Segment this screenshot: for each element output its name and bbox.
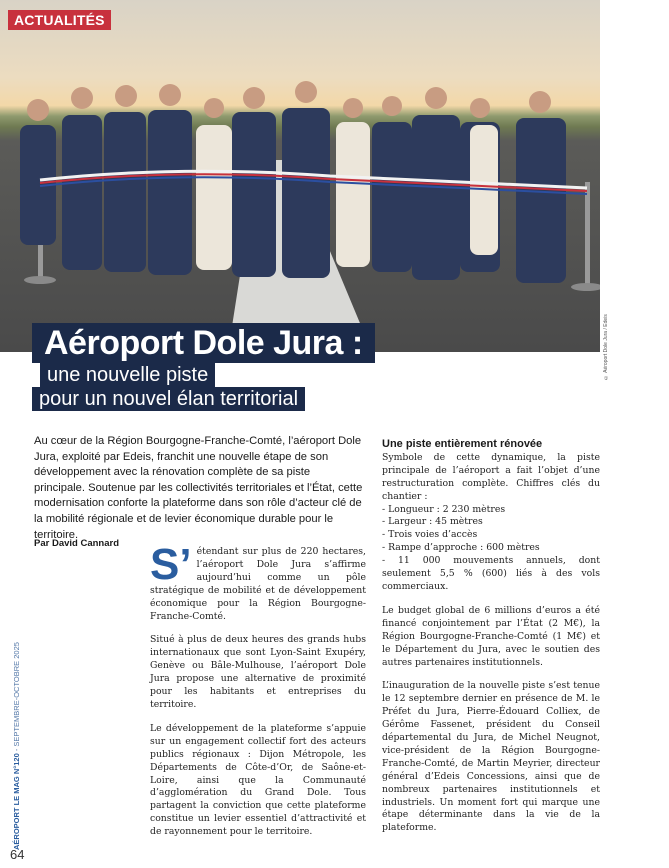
body-column-left xyxy=(150,540,366,850)
paragraph-5: Le budget global de 6 millions d’euros a été financé conjointement par l’État (2 M€), la Région Bourgogne-Franche-Comté (1 M€) et le Département du Jura, avec le soutien des autres partenaires institutionnels. xyxy=(382,604,600,668)
paragraph-1 xyxy=(150,540,366,623)
title-main: Aéroport Dole Jura : xyxy=(32,323,375,363)
issue-date: - SEPTEMBRE-OCTOBRE 2025 xyxy=(12,642,21,754)
body-column-right xyxy=(382,438,600,846)
title-subtitle-line-2: pour un nouvel élan territorial xyxy=(32,387,305,411)
paragraph-6: L’inauguration de la nouvelle piste s’est tenue le 12 septembre dernier en présence de M. le Préfet du Jura, Pierre-Édouard Colliex, de Gérôme Fassenet, président du Conseil départemental du Jura, de Michel Neugnot, vice-président de la Région Bourgogne-Franche-Comté, de Martin Meyrier, directeur général d’Edeis Concessions, ainsi que de nombreux partenaires institutionnels et industriels. Un moment fort qui marque une étape déterminante dans la vie de la plateforme. xyxy=(382,680,600,834)
rope-post-base-right xyxy=(571,283,600,291)
photo-credit: © Aéroport Dole Jura / Edeis xyxy=(603,314,609,380)
paragraph-1-text: étendant sur plus de 220 hectares, l’aéroport Dole Jura s’affirme aujourd’hui comme un pôle stratégique de mobilité et de développement économique pour la Région Bourgogne-Franche-Comté. xyxy=(150,546,366,622)
list-item: - Longueur : 2 230 mètres xyxy=(382,503,506,515)
title-subtitle-line-1: une nouvelle piste xyxy=(40,363,215,387)
paragraph-3: Le développement de la plateforme s’appuie sur un engagement collectif fort des acteurs publics régionaux : Dijon Métropole, les Départements de Côte-d’Or, de Saône-et-Loire, ainsi que la Communauté d’agglomération du Grand Dole. Tous partagent la conviction que cette plateforme constitue un levier essentiel d’attractivité et de rayonnement pour le territoire. xyxy=(150,722,366,838)
magazine-sidebar-label xyxy=(12,620,26,850)
rope-post-right xyxy=(585,182,590,287)
list-item: - Largeur : 45 mètres xyxy=(382,516,483,528)
byline: Par David Cannard xyxy=(34,538,119,549)
magazine-name: AÉROPORT LE MAG N°120 xyxy=(12,753,21,850)
section-tag: ACTUALITÉS xyxy=(8,10,111,30)
section-heading: Une piste entièrement rénovée xyxy=(382,438,543,450)
article-title xyxy=(32,323,375,411)
photo-illustration xyxy=(0,0,600,352)
key-figures-list xyxy=(382,504,600,594)
list-item: - Rampe d’approche : 600 mètres xyxy=(382,542,540,554)
paragraph-2: Situé à plus de deux heures des grands hubs internationaux que sont Lyon-Saint Exupéry, Genève ou Bâle-Mulhouse, l’aéroport Dole Jura propose une alternative de proximité pour les habitants et entreprises du territoire. xyxy=(150,634,366,710)
list-item: - Trois voies d’accès xyxy=(382,529,478,541)
list-item: - 11 000 mouvements annuels, dont seulement 5,5 % (600) liés à des vols commerciaux. xyxy=(382,555,600,592)
page-number: 64 xyxy=(10,847,25,862)
paragraph-4: Symbole de cette dynamique, la piste principale de l’aéroport a fait l’objet d’une restructuration complète. Chiffres clés du chantier : xyxy=(382,451,600,502)
article-intro: Au cœur de la Région Bourgogne-Franche-Comté, l’aéroport Dole Jura, exploité par Edeis, franchit une nouvelle étape de son développement avec la rénovation complète de sa piste principale. Soutenue par les collectivités territoriales et l’État, cette modernisation conforte la plateforme dans son rôle d’acteur clé de la mobilité régionale et de levier économique durable pour le territoire. xyxy=(34,435,363,541)
rope-post-base-left xyxy=(24,276,56,284)
drop-cap: S’ xyxy=(150,540,192,589)
inauguration-photo xyxy=(0,0,600,352)
